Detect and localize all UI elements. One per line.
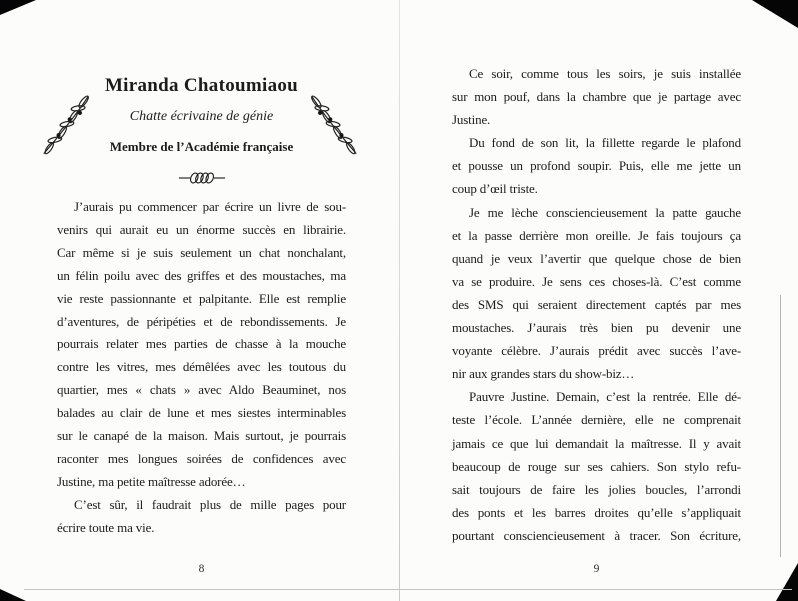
- page-subtitle: Chatte écrivaine de génie: [129, 109, 274, 124]
- text-line: Du fond de son lit, la fillette regarde le plafond: [469, 135, 741, 151]
- section-divider: [57, 170, 346, 186]
- page-number-right: 9: [593, 563, 600, 575]
- text-line: Justine, ma petite maîtresse adorée…: [57, 473, 246, 489]
- paragraph: [57, 494, 346, 540]
- text-line: Ce soir, comme tous les soirs, je suis installée: [469, 66, 741, 81]
- text-line: des SMS qui seraient directement captés par mes: [452, 296, 741, 312]
- text-line: Je me lèche consciencieusement la patte gauche: [469, 204, 741, 220]
- olive-branch-right-icon: [308, 92, 360, 158]
- paragraph: [57, 196, 346, 494]
- paragraph: [452, 62, 741, 131]
- page-number-left: 8: [198, 563, 205, 575]
- text-line: venirs qui aurait eu un énorme succès en librairie.: [57, 221, 346, 237]
- text-line: beaucoup de rouge sur ses cahiers. Son stylo refu-: [452, 458, 741, 474]
- text-line: C’est sûr, il faudrait plus de mille pages pour: [74, 496, 346, 512]
- text-line: Car même si je suis seulement un chat nonchalant,: [57, 244, 346, 260]
- text-line: nir aux grandes stars du show-biz…: [452, 366, 635, 382]
- text-line: pourrais relater mes parties de chasse à la mouche: [57, 336, 346, 352]
- page-gutter: [399, 0, 400, 601]
- text-line: voyante célèbre. J’aurais prédit avec succès l’ave-: [452, 343, 741, 359]
- text-line: balades au clair de lune et mes siestes interminables: [57, 405, 346, 421]
- paragraph: [452, 385, 741, 547]
- scan-corner-top-left: [0, 0, 36, 15]
- text-line: vie reste passionnante et palpitante. Elle est remplie: [57, 290, 346, 306]
- text-line: moustaches. J’aurais très bien pu devenir une: [452, 320, 741, 336]
- text-line: et la passe derrière mon oreille. Je fais toujours ça: [452, 227, 741, 243]
- text-line: et pousse un profond soupir. Puis, elle me jette un: [452, 158, 741, 174]
- paragraph: [452, 201, 741, 386]
- text-line: d’aventures, de péripéties et de rebondissements. Je: [57, 313, 346, 329]
- text-line: Justine.: [452, 112, 491, 128]
- text-line: un félin poilu avec des griffes et des moustaches, ma: [57, 267, 346, 283]
- scan-corner-bottom-right: [776, 563, 798, 601]
- text-line: J’aurais pu commencer par écrire un livre de sou-: [74, 199, 346, 214]
- text-line: raconter mes longues soirées de confidences avec: [57, 450, 346, 466]
- text-line: quand je veux l’avertir que quelque chose de bien: [452, 250, 741, 266]
- text-line: quartier, mes « chats » avec Aldo Beauminet, nos: [57, 382, 346, 398]
- text-line: coup d’œil triste.: [452, 181, 538, 197]
- text-line: jamais ce que lui demandait la maîtresse. Il y avait: [452, 435, 741, 451]
- text-line: sur le canapé de la maison. Mais surtout, je pourrais: [57, 428, 346, 444]
- olive-branch-left-icon: [40, 92, 92, 158]
- right-page: [452, 0, 741, 601]
- text-line: des ponts et les barres droites qu’elle s’appliquait: [452, 504, 741, 520]
- twisted-scroll-divider-icon: [178, 170, 226, 186]
- text-line: pourtant consciencieusement à tracer. Son écriture,: [452, 527, 741, 543]
- page-title: Miranda Chatoumiaou: [104, 75, 299, 96]
- text-line: sur mon pouf, dans la chambre que je partage avec: [452, 89, 741, 105]
- text-line: teste l’école. L’année dernière, elle ne comprenait: [452, 412, 741, 428]
- text-line: va se produire. Je sens ces choses-là. C’est comme: [452, 273, 741, 289]
- chapter-header: [57, 75, 346, 186]
- text-line: Pauvre Justine. Demain, c’est la rentrée. Elle dé-: [469, 389, 741, 405]
- page-edge-right: [780, 295, 781, 557]
- scan-corner-bottom-left: [0, 589, 26, 601]
- text-line: écrire toute ma vie.: [57, 519, 155, 535]
- affiliation-line: Membre de l’Académie française: [109, 139, 294, 154]
- left-page-text: [57, 196, 346, 540]
- scan-corner-top-right: [752, 0, 798, 28]
- right-page-text: [452, 62, 741, 547]
- text-line: sait toujours de faire les jolies boucles, l’arrondi: [452, 481, 741, 497]
- text-line: contre les vitres, mes démêlées avec les toutous du: [57, 359, 346, 375]
- paragraph: [452, 131, 741, 200]
- left-page: [57, 0, 346, 601]
